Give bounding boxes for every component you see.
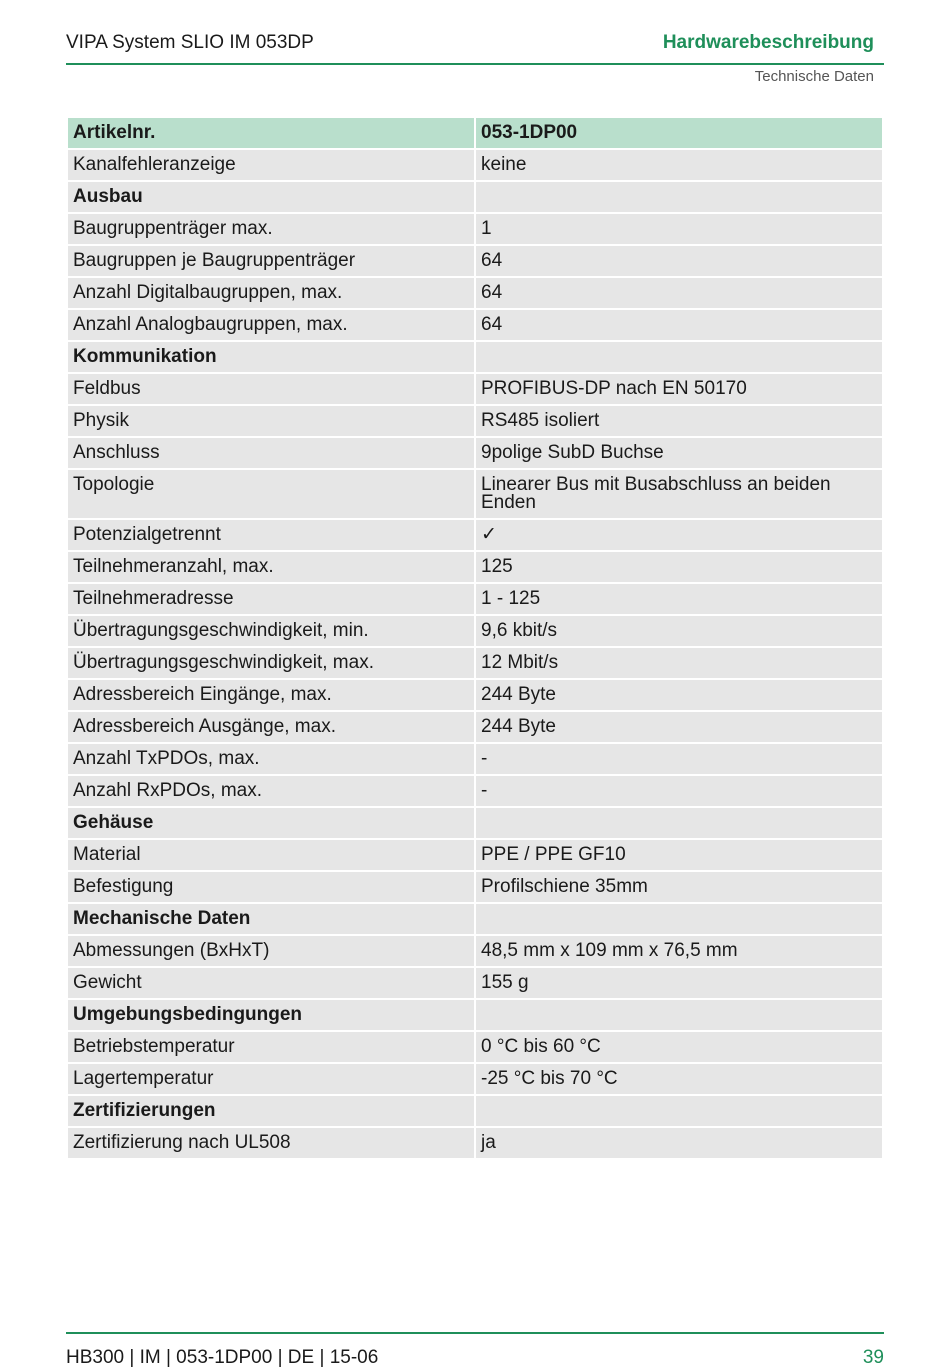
spec-label: Baugruppen je Baugruppenträger	[68, 246, 474, 276]
spec-value: 9polige SubD Buchse	[476, 438, 882, 468]
spec-label: Anzahl RxPDOs, max.	[68, 776, 474, 806]
spec-value: 0 °C bis 60 °C	[476, 1032, 882, 1062]
spec-value: 155 g	[476, 968, 882, 998]
spec-value	[476, 182, 882, 212]
spec-label: Zertifizierung nach UL508	[68, 1128, 474, 1158]
table-row	[68, 470, 882, 518]
table-row	[68, 840, 882, 870]
spec-value: -	[476, 776, 882, 806]
spec-value: -25 °C bis 70 °C	[476, 1064, 882, 1094]
page-number: 39	[862, 1347, 884, 1368]
spec-label: Mechanische Daten	[68, 904, 474, 934]
table-row	[68, 246, 882, 276]
table-row	[68, 648, 882, 678]
section-subtitle: Technische Daten	[754, 68, 874, 85]
footer-doc-id: HB300 | IM | 053-1DP00 | DE | 15-06	[66, 1347, 379, 1368]
spec-value	[476, 904, 882, 934]
table-row	[68, 278, 882, 308]
spec-value: keine	[476, 150, 882, 180]
table-section-row	[68, 1000, 882, 1030]
spec-value	[476, 342, 882, 372]
header-divider	[66, 63, 884, 65]
table-section-row	[68, 1096, 882, 1126]
document-title: VIPA System SLIO IM 053DP	[66, 32, 314, 53]
spec-value: 64	[476, 246, 882, 276]
table-row	[68, 1064, 882, 1094]
spec-label: Baugruppenträger max.	[68, 214, 474, 244]
spec-value: ja	[476, 1128, 882, 1158]
spec-value: 9,6 kbit/s	[476, 616, 882, 646]
spec-label: Übertragungsgeschwindigkeit, min.	[68, 616, 474, 646]
spec-value: 1	[476, 214, 882, 244]
spec-value	[476, 1000, 882, 1030]
spec-label: Artikelnr.	[68, 118, 474, 148]
table-section-row	[68, 808, 882, 838]
spec-label: Betriebstemperatur	[68, 1032, 474, 1062]
spec-label: Potenzialgetrennt	[68, 520, 474, 550]
table-row	[68, 872, 882, 902]
spec-label: Gehäuse	[68, 808, 474, 838]
table-row	[68, 584, 882, 614]
spec-label: Teilnehmeranzahl, max.	[68, 552, 474, 582]
spec-label: Teilnehmeradresse	[68, 584, 474, 614]
spec-value: Profilschiene 35mm	[476, 872, 882, 902]
spec-label: Adressbereich Eingänge, max.	[68, 680, 474, 710]
table-row	[68, 968, 882, 998]
spec-value: 48,5 mm x 109 mm x 76,5 mm	[476, 936, 882, 966]
spec-value: 244 Byte	[476, 712, 882, 742]
spec-label: Übertragungsgeschwindigkeit, max.	[68, 648, 474, 678]
spec-label: Gewicht	[68, 968, 474, 998]
table-row	[68, 310, 882, 340]
table-row	[68, 712, 882, 742]
spec-value: 1 - 125	[476, 584, 882, 614]
table-section-row	[68, 904, 882, 934]
table-row	[68, 776, 882, 806]
spec-value: 64	[476, 310, 882, 340]
table-section-row	[68, 342, 882, 372]
spec-label: Lagertemperatur	[68, 1064, 474, 1094]
spec-label: Befestigung	[68, 872, 474, 902]
table-row	[68, 374, 882, 404]
spec-value: 125	[476, 552, 882, 582]
table-row	[68, 520, 882, 550]
spec-value: 64	[476, 278, 882, 308]
chapter-title: Hardwarebeschreibung	[662, 32, 874, 53]
spec-label: Feldbus	[68, 374, 474, 404]
spec-value: 244 Byte	[476, 680, 882, 710]
spec-label: Kanalfehleranzeige	[68, 150, 474, 180]
spec-value: PPE / PPE GF10	[476, 840, 882, 870]
spec-label: Anzahl TxPDOs, max.	[68, 744, 474, 774]
spec-label: Topologie	[68, 470, 474, 518]
spec-value: 12 Mbit/s	[476, 648, 882, 678]
spec-label: Ausbau	[68, 182, 474, 212]
table-header-row	[68, 118, 882, 148]
spec-label: Zertifizierungen	[68, 1096, 474, 1126]
table-row	[68, 214, 882, 244]
footer-divider	[66, 1332, 884, 1334]
table-row	[68, 1032, 882, 1062]
table-section-row	[68, 182, 882, 212]
spec-label: Material	[68, 840, 474, 870]
spec-value: ✓	[476, 520, 882, 550]
spec-value	[476, 808, 882, 838]
spec-value: -	[476, 744, 882, 774]
table-row	[68, 438, 882, 468]
table-row	[68, 406, 882, 436]
spec-label: Adressbereich Ausgänge, max.	[68, 712, 474, 742]
spec-value: PROFIBUS-DP nach EN 50170	[476, 374, 882, 404]
table-row	[68, 936, 882, 966]
spec-label: Kommunikation	[68, 342, 474, 372]
table-row	[68, 680, 882, 710]
spec-label: Anschluss	[68, 438, 474, 468]
spec-label: Umgebungsbedingungen	[68, 1000, 474, 1030]
spec-table	[66, 116, 884, 1160]
table-row	[68, 616, 882, 646]
table-row	[68, 744, 882, 774]
spec-value: 053-1DP00	[476, 118, 882, 148]
spec-value	[476, 1096, 882, 1126]
spec-label: Anzahl Analogbaugruppen, max.	[68, 310, 474, 340]
spec-label: Abmessungen (BxHxT)	[68, 936, 474, 966]
spec-value: Linearer Bus mit Busabschluss an beiden Enden	[476, 470, 882, 518]
table-row	[68, 1128, 882, 1158]
spec-value: RS485 isoliert	[476, 406, 882, 436]
spec-label: Physik	[68, 406, 474, 436]
table-row	[68, 552, 882, 582]
spec-label: Anzahl Digitalbaugruppen, max.	[68, 278, 474, 308]
table-row	[68, 150, 882, 180]
